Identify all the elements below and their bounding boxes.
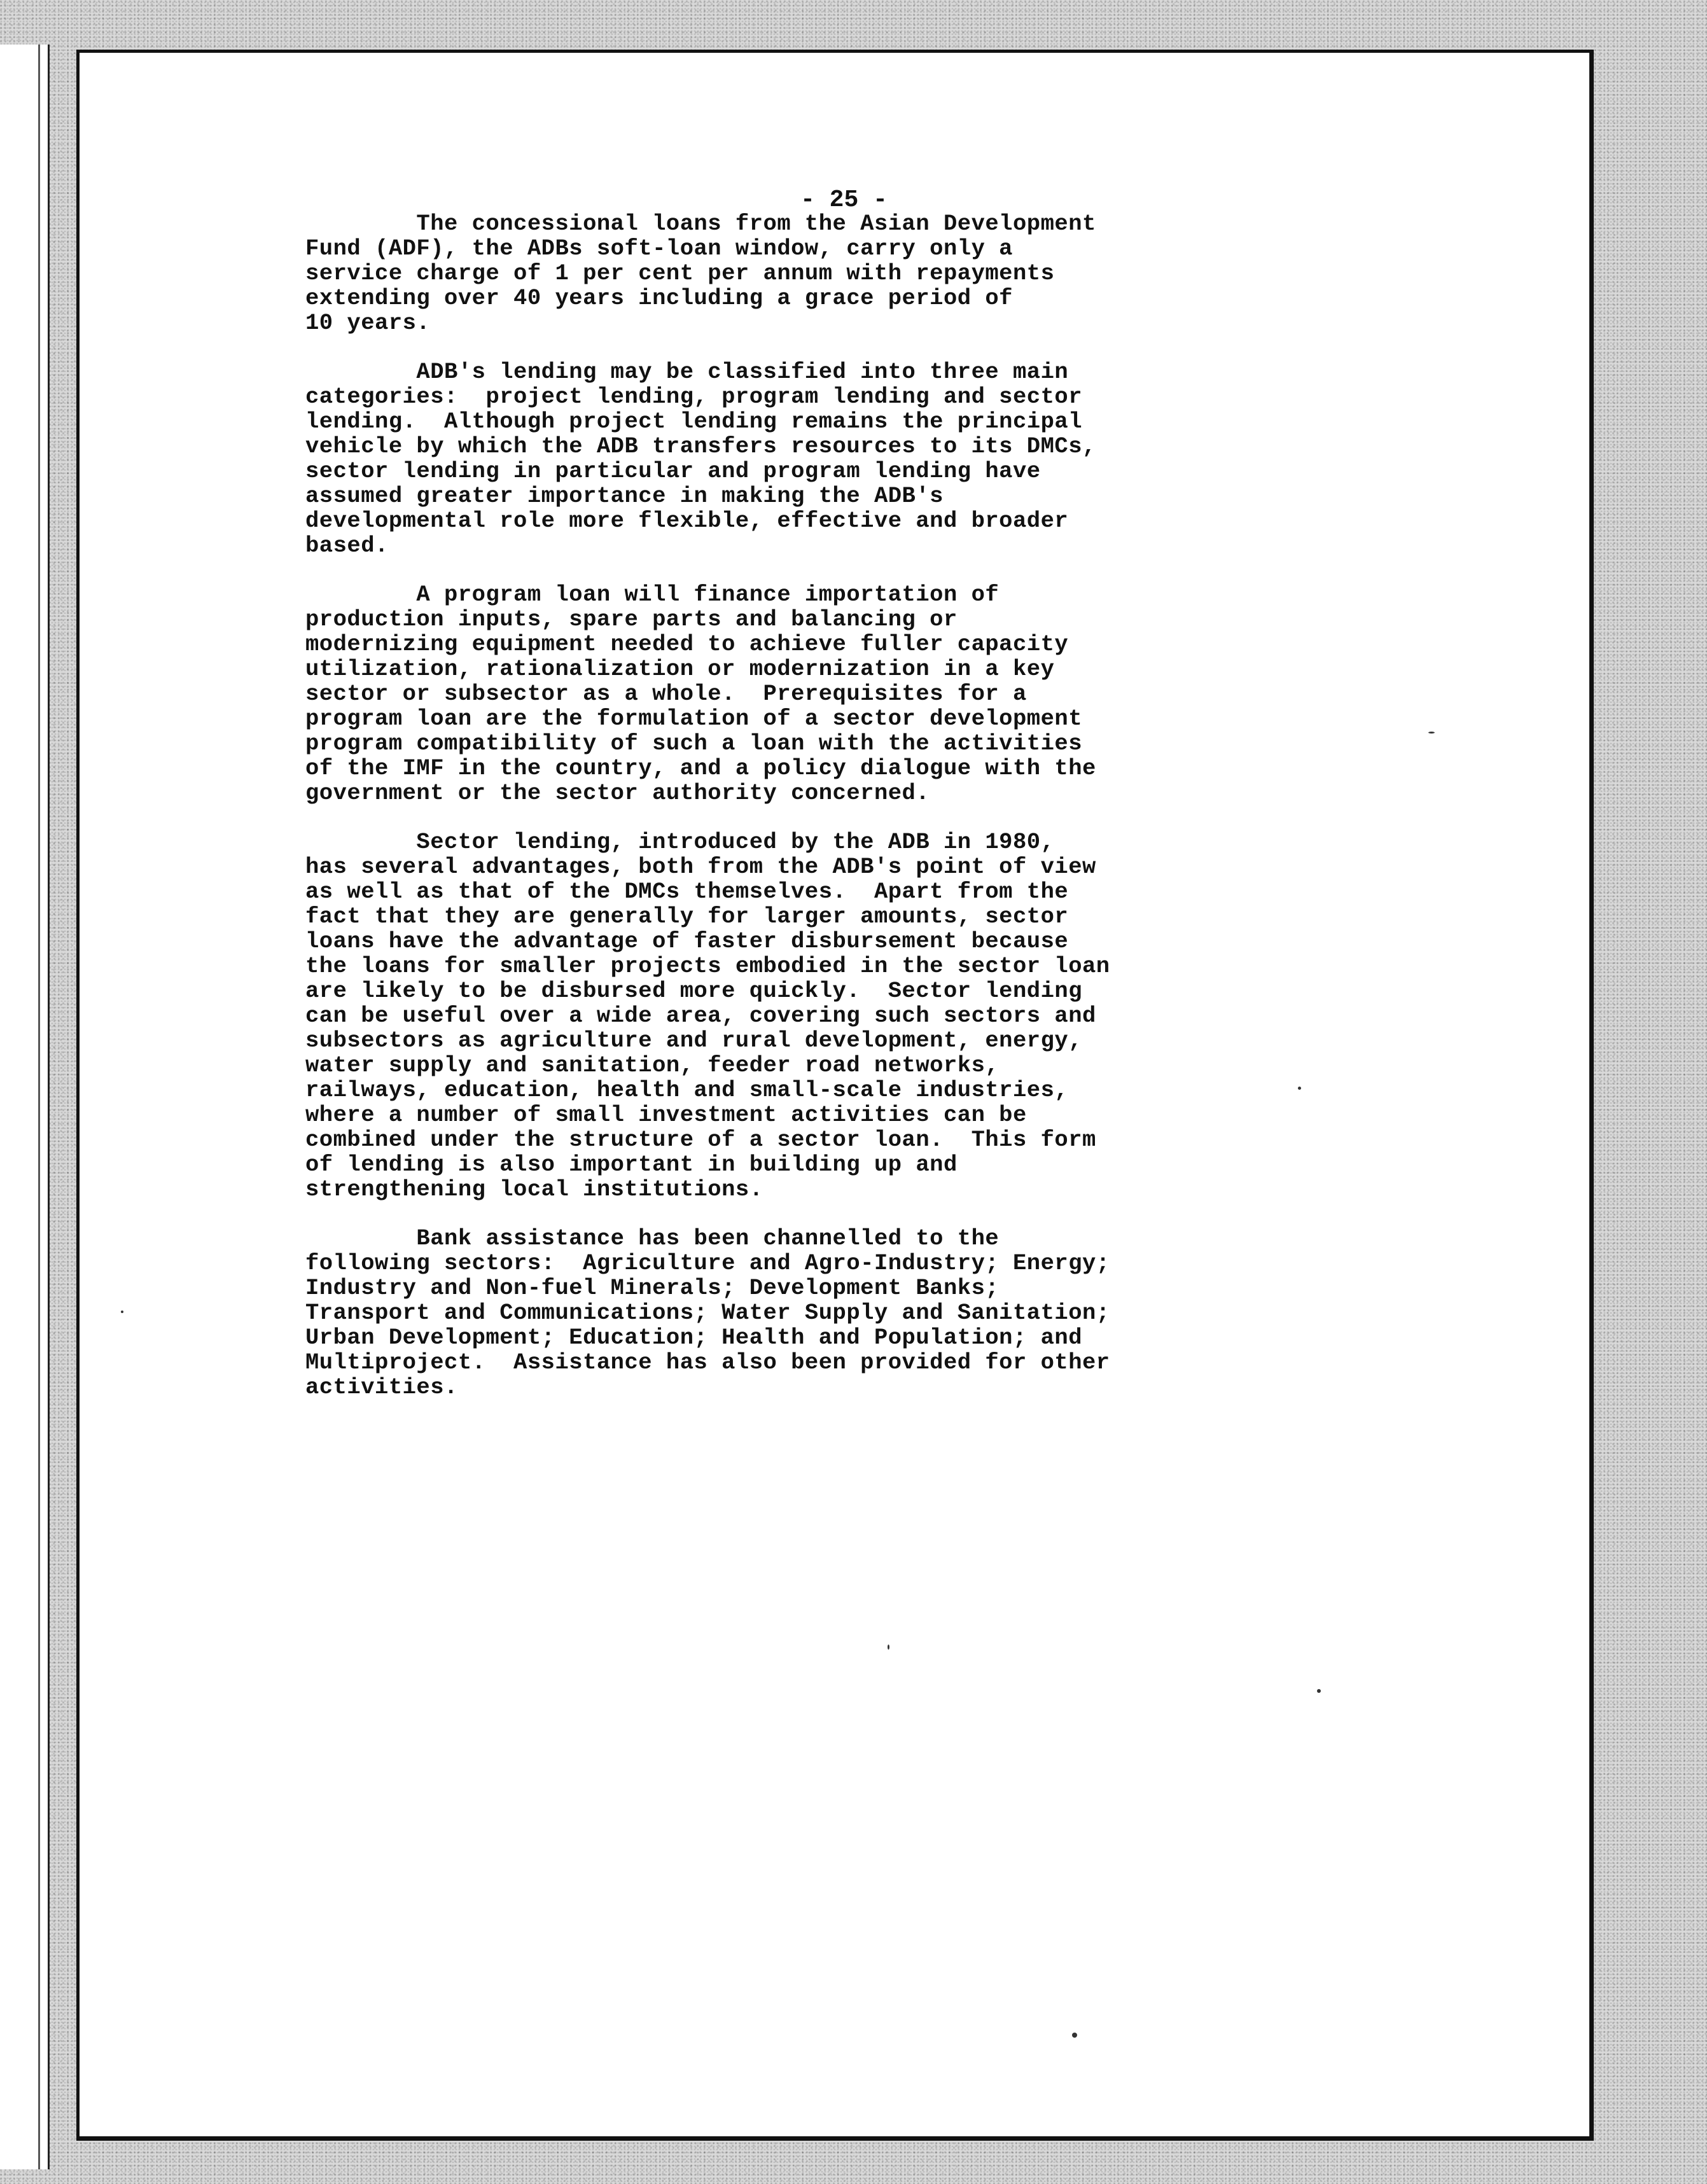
text-line: activities. <box>305 1374 458 1400</box>
text-line: The concessional loans from the Asian Development <box>305 211 1096 237</box>
text-line: combined under the structure of a sector loan. This form <box>305 1127 1096 1153</box>
paragraph-adf-loans <box>305 211 1298 335</box>
text-line: lending. Although project lending remains the principal <box>305 408 1082 435</box>
text-line: water supply and sanitation, feeder road networks, <box>305 1052 1000 1078</box>
text-line: Fund (ADF), the ADBs soft-loan window, carry only a <box>305 235 1013 261</box>
text-line: fact that they are generally for larger amounts, sector <box>305 903 1069 929</box>
scan-speck <box>121 1311 123 1313</box>
scan-speck <box>888 1645 889 1650</box>
text-line: categories: project lending, program lending and sector <box>305 384 1082 410</box>
scan-speck <box>1428 732 1435 734</box>
text-line: are likely to be disbursed more quickly. Sector lending <box>305 978 1082 1004</box>
paragraph-sector-lending <box>305 830 1298 1202</box>
text-line: Sector lending, introduced by the ADB in 1980, <box>305 829 1055 855</box>
text-line: loans have the advantage of faster disbursement because <box>305 928 1069 954</box>
text-line: Multiproject. Assistance has also been provided for other <box>305 1349 1110 1375</box>
text-line: of lending is also important in building up and <box>305 1151 958 1178</box>
text-line: developmental role more flexible, effective and broader <box>305 508 1069 534</box>
text-line: as well as that of the DMCs themselves. Apart from the <box>305 879 1069 905</box>
scan-speck <box>1072 2033 1077 2038</box>
text-line: ADB's lending may be classified into three main <box>305 359 1069 385</box>
document-body <box>305 211 1298 1424</box>
text-line: government or the sector authority concerned. <box>305 780 930 806</box>
text-line: based. <box>305 532 389 559</box>
text-line: utilization, rationalization or modernization in a key <box>305 656 1055 682</box>
text-line: railways, education, health and small-scale industries, <box>305 1077 1069 1103</box>
text-line: of the IMF in the country, and a policy dialogue with the <box>305 755 1096 781</box>
text-line: the loans for smaller projects embodied in the sector loan <box>305 953 1110 979</box>
paragraph-program-loan <box>305 582 1298 805</box>
paragraph-lending-categories <box>305 359 1298 558</box>
paragraph-bank-assistance-sectors <box>305 1226 1298 1400</box>
text-line: subsectors as agriculture and rural development, energy, <box>305 1027 1082 1054</box>
text-line: strengthening local institutions. <box>305 1176 763 1202</box>
text-line: where a number of small investment activities can be <box>305 1102 1027 1128</box>
text-line: sector lending in particular and program lending have <box>305 458 1041 484</box>
text-line: sector or subsector as a whole. Prerequisites for a <box>305 681 1027 707</box>
text-line: modernizing equipment needed to achieve fuller capacity <box>305 631 1069 657</box>
scan-speck <box>1317 1689 1321 1693</box>
text-line: Urban Development; Education; Health and Population; and <box>305 1325 1082 1351</box>
text-line: production inputs, spare parts and balancing or <box>305 606 958 632</box>
text-line: program loan are the formulation of a sector development <box>305 706 1082 732</box>
text-line: Industry and Non-fuel Minerals; Development Banks; <box>305 1275 1000 1301</box>
adjacent-page-edge <box>0 45 50 2169</box>
text-line: assumed greater importance in making the ADB's <box>305 483 944 509</box>
text-line: service charge of 1 per cent per annum with repayments <box>305 260 1055 286</box>
scan-speck <box>1298 1087 1301 1090</box>
text-line: following sectors: Agriculture and Agro-Industry; Energy; <box>305 1250 1110 1276</box>
page-number: - 25 - <box>800 186 888 214</box>
text-line: A program loan will finance importation of <box>305 581 1000 608</box>
text-line: can be useful over a wide area, covering such sectors and <box>305 1003 1096 1029</box>
text-line: 10 years. <box>305 310 431 336</box>
text-line: vehicle by which the ADB transfers resources to its DMCs, <box>305 433 1096 459</box>
text-line: Bank assistance has been channelled to the <box>305 1225 1000 1251</box>
text-line: extending over 40 years including a grace period of <box>305 285 1013 311</box>
text-line: Transport and Communications; Water Supply and Sanitation; <box>305 1300 1110 1326</box>
text-line: program compatibility of such a loan with the activities <box>305 730 1082 756</box>
text-line: has several advantages, both from the ADB's point of view <box>305 854 1096 880</box>
